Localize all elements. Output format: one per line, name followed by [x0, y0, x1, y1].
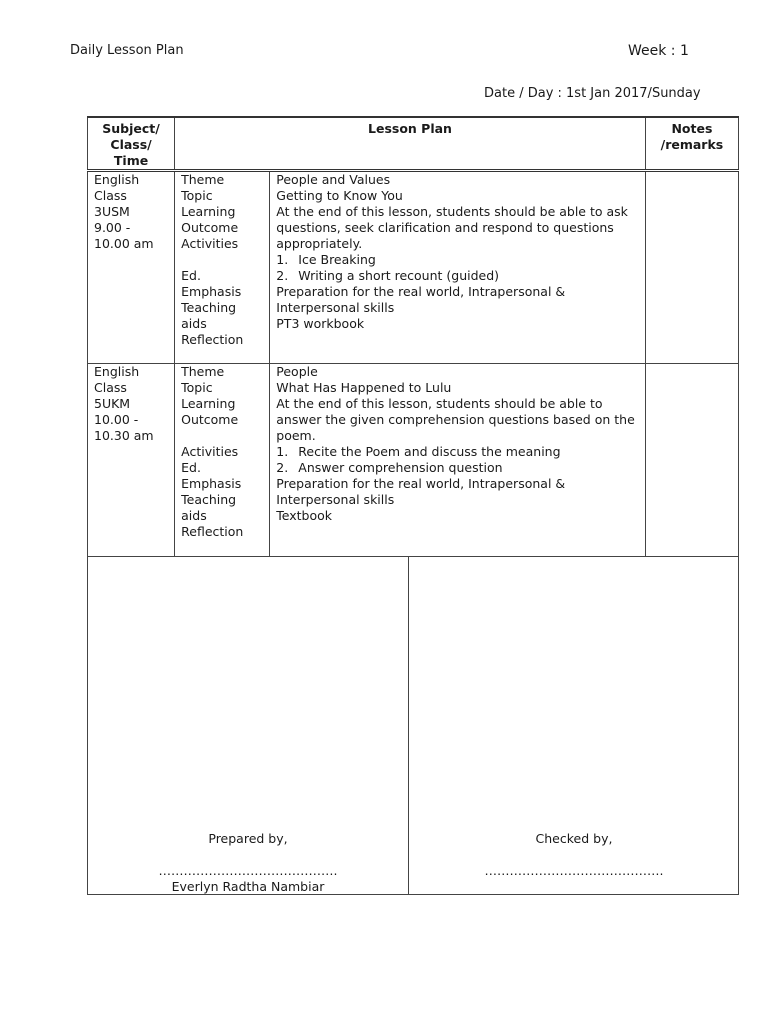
label-ed: Ed. — [181, 268, 201, 283]
prepared-by-signature-line: ……………………………………. — [158, 863, 338, 878]
label-theme: Theme — [181, 172, 225, 187]
field-labels-cell — [175, 171, 270, 364]
label-emphasis: Emphasis — [181, 476, 242, 491]
topic-value: Getting to Know You — [276, 188, 403, 203]
label-reflection: Reflection — [181, 524, 244, 539]
label-aids: aids — [181, 316, 207, 331]
activity-number: 1. — [276, 252, 289, 267]
activity-number: 2. — [276, 268, 289, 283]
theme-value: People — [276, 364, 318, 379]
subject-line: English — [94, 172, 140, 187]
list-item — [276, 460, 645, 476]
subject-line: English — [94, 364, 140, 379]
list-item — [276, 252, 645, 268]
label-topic: Topic — [181, 188, 213, 203]
lesson-content-cell — [270, 171, 646, 364]
label-learning: Learning — [181, 204, 236, 219]
ed-emphasis-value: Preparation for the real world, Intrapersonal & Interpersonal skills — [276, 476, 566, 507]
subject-class-time-cell — [88, 171, 175, 364]
notes-remarks-cell — [645, 364, 738, 557]
class-word: Class — [94, 380, 127, 395]
time-start: 9.00 - — [94, 220, 131, 235]
activities-list — [276, 252, 645, 284]
label-teaching: Teaching — [181, 300, 237, 315]
activity-number: 1. — [276, 444, 289, 459]
label-theme: Theme — [181, 364, 225, 379]
learning-outcome-value: At the end of this lesson, students should be able to answer the given comprehension questions based on the poem. — [276, 396, 635, 443]
table-header-row — [88, 117, 739, 171]
ed-emphasis-value: Preparation for the real world, Intrapersonal & Interpersonal skills — [276, 284, 566, 315]
class-word: Class — [94, 188, 127, 203]
list-item — [276, 268, 645, 284]
activity-text: Recite the Poem and discuss the meaning — [298, 444, 561, 459]
label-outcome: Outcome — [181, 412, 239, 427]
signature-section — [87, 556, 739, 895]
header-class-line: Class/ — [110, 137, 152, 152]
checked-by-label: Checked by, — [535, 831, 613, 846]
label-aids: aids — [181, 508, 207, 523]
list-item — [276, 444, 645, 460]
label-outcome: Outcome — [181, 220, 239, 235]
prepared-by-label: Prepared by, — [208, 831, 288, 846]
activity-text: Ice Breaking — [298, 252, 376, 267]
table-row — [88, 171, 739, 364]
label-activities: Activities — [181, 444, 239, 459]
teaching-aids-value: Textbook — [276, 508, 333, 523]
header-remarks-line: /remarks — [660, 137, 724, 152]
notes-remarks-cell — [645, 171, 738, 364]
class-name: 5UKM — [94, 396, 131, 411]
lesson-plan-table — [87, 116, 739, 557]
header-notes-line: Notes — [671, 121, 713, 136]
activity-text: Writing a short recount (guided) — [298, 268, 500, 283]
checked-by-signature-line: ……………………………………. — [484, 863, 664, 878]
label-learning: Learning — [181, 396, 236, 411]
document-title: Daily Lesson Plan — [70, 43, 184, 58]
label-reflection: Reflection — [181, 332, 244, 347]
table-row — [88, 364, 739, 557]
prepared-by-name: Everlyn Radtha Nambiar — [171, 879, 325, 894]
label-ed: Ed. — [181, 460, 201, 475]
topic-value: What Has Happened to Lulu — [276, 380, 452, 395]
time-end: 10.30 am — [94, 428, 154, 443]
class-name: 3USM — [94, 204, 130, 219]
time-start: 10.00 - — [94, 412, 139, 427]
activity-number: 2. — [276, 460, 289, 475]
header-subject-class-time — [88, 117, 175, 171]
label-emphasis: Emphasis — [181, 284, 242, 299]
subject-class-time-cell — [88, 364, 175, 557]
field-labels-cell — [175, 364, 270, 557]
theme-value: People and Values — [276, 172, 391, 187]
header-subject-line: Subject/ — [102, 121, 160, 136]
date-day-line: Date / Day : 1st Jan 2017/Sunday — [484, 86, 701, 101]
label-teaching: Teaching — [181, 492, 237, 507]
header-lesson-plan: Lesson Plan — [175, 117, 646, 171]
week-label: Week : 1 — [628, 43, 689, 59]
teaching-aids-value: PT3 workbook — [276, 316, 365, 331]
activity-text: Answer comprehension question — [298, 460, 503, 475]
header-notes-remarks — [645, 117, 738, 171]
label-spacer — [181, 252, 269, 268]
activities-list — [276, 444, 645, 476]
label-spacer — [181, 428, 269, 444]
lesson-content-cell — [270, 364, 646, 557]
time-end: 10.00 am — [94, 236, 154, 251]
label-activities: Activities — [181, 236, 239, 251]
label-topic: Topic — [181, 380, 213, 395]
header-time-line: Time — [113, 153, 149, 168]
learning-outcome-value: At the end of this lesson, students should be able to ask questions, seek clarification and respond to questions appropriately. — [276, 204, 628, 251]
